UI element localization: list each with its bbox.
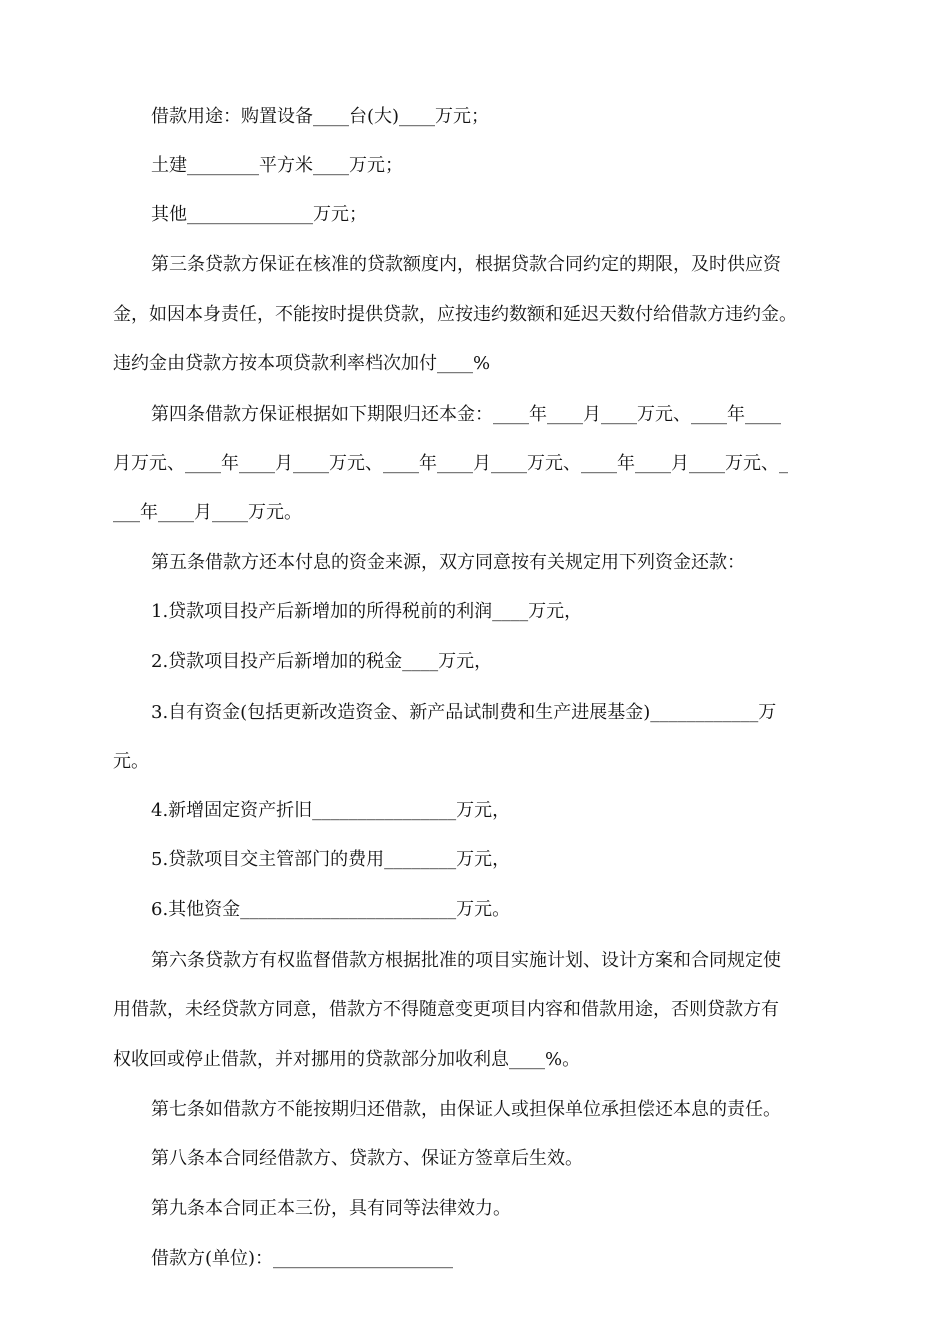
- article-6-line-1: 第六条贷款方有权监督借款方根据批准的项目实施计划、设计方案和合同规定使: [151, 950, 781, 971]
- article-8: 第八条本合同经借款方、贷款方、保证方签章后生效。: [151, 1148, 583, 1169]
- article-9: 第九条本合同正本三份，具有同等法律效力。: [151, 1198, 511, 1219]
- funding-item-3: 3.自有资金(包括更新改造资金、新产品试制费和生产进展基金)____________万: [151, 702, 777, 723]
- funding-item-1: 1.贷款项目投产后新增加的所得税前的利润____万元，: [151, 601, 583, 622]
- article-4-line-1: 第四条借款方保证根据如下期限归还本金：____年____月____万元、____年____: [151, 404, 781, 425]
- article-4-line-3: ___年____月____万元。: [113, 502, 302, 523]
- article-3-line-3: 违约金由贷款方按本项贷款利率档次加付____%: [113, 353, 491, 374]
- funding-item-3-continued: 元。: [113, 751, 149, 772]
- funding-item-6: 6.其他资金________________________万元。: [151, 899, 511, 920]
- purpose-construction-line: 土建________平方米____万元；: [151, 155, 403, 176]
- article-7: 第七条如借款方不能按期归还借款，由保证人或担保单位承担偿还本息的责任。: [151, 1099, 781, 1120]
- funding-item-4: 4.新增固定资产折旧________________万元，: [151, 800, 511, 821]
- funding-item-2: 2.贷款项目投产后新增加的税金____万元，: [151, 651, 493, 672]
- purpose-other-line: 其他______________万元；: [151, 204, 367, 225]
- funding-item-5: 5.贷款项目交主管部门的费用________万元，: [151, 849, 511, 870]
- article-3-line-1: 第三条贷款方保证在核准的贷款额度内，根据贷款合同约定的期限，及时供应资: [151, 254, 781, 275]
- article-6-line-3: 权收回或停止借款，并对挪用的贷款部分加收利息____%。: [113, 1049, 581, 1070]
- article-4-line-2: 月万元、____年____月____万元、____年____月____万元、____年____月____万元、_: [113, 453, 788, 474]
- borrower-signature-line: 借款方(单位)：____________________: [151, 1248, 454, 1269]
- article-5-heading: 第五条借款方还本付息的资金来源，双方同意按有关规定用下列资金还款：: [151, 552, 745, 573]
- purpose-equipment-line: 借款用途：购置设备____台(大)____万元；: [151, 106, 490, 127]
- article-6-line-2: 用借款，未经贷款方同意，借款方不得随意变更项目内容和借款用途，否则贷款方有: [113, 999, 779, 1020]
- article-3-line-2: 金，如因本身责任，不能按时提供贷款，应按违约数额和延迟天数付给借款方违约金。: [113, 304, 797, 325]
